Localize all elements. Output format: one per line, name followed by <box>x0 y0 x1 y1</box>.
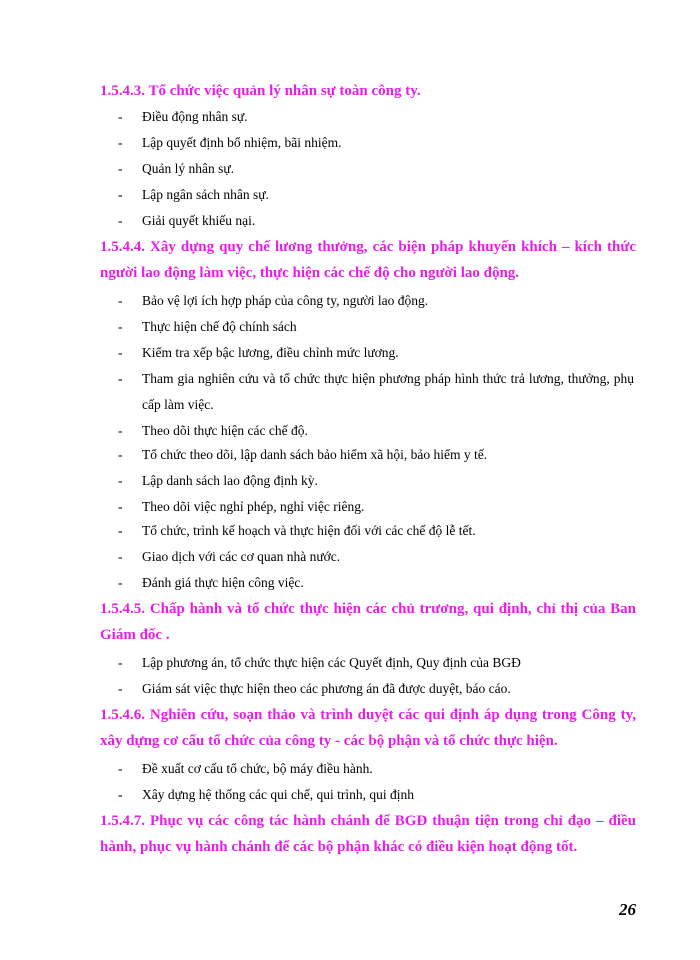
bullet-dash: - <box>118 161 123 176</box>
list-item: - Tham gia nghiên cứu và tổ chức thực hiện phương pháp hình thức trả lương, thưởng, phụ cấp làm việc. <box>118 366 634 418</box>
bullet-dash: - <box>118 473 123 488</box>
section-heading-1-5-4-6: 1.5.4.6. Nghiên cứu, soạn thảo và trình duyệt các qui định áp dụng trong Công ty, xây dựng cơ cấu tổ chức của công ty - các bộ phận và tổ chức thực hiện. <box>100 707 636 749</box>
list-item: - Giải quyết khiếu nại. <box>118 208 634 234</box>
list-item: - Lập ngân sách nhân sự. <box>118 182 634 208</box>
page-number: 26 <box>619 900 636 919</box>
section-heading-1-5-4-4: 1.5.4.4. Xây dựng quy chế lương thưởng, các biện pháp khuyến khích – kích thức người lao động làm việc, thực hiện các chế độ cho người lao động. <box>100 239 636 281</box>
bullet-dash: - <box>118 213 123 228</box>
list-item: - Kiểm tra xếp bậc lương, điều chỉnh mức lương. <box>118 340 634 366</box>
list-item: - Tổ chức theo dõi, lập danh sách bảo hiểm xã hội, bảo hiểm y tế. <box>118 442 634 468</box>
list-item: - Bảo vệ lợi ích hợp pháp của công ty, người lao động. <box>118 288 634 314</box>
bullet-dash: - <box>118 549 123 564</box>
list-item: - Điều động nhân sự. <box>118 104 634 130</box>
section-heading-1-5-4-3: 1.5.4.3. Tổ chức việc quản lý nhân sự toàn công ty. <box>100 83 421 99</box>
bullet-dash: - <box>118 345 123 360</box>
bullet-dash: - <box>118 655 123 670</box>
list-item: - Tổ chức, trình kế hoạch và thực hiện đối với các chế độ lễ tết. <box>118 518 634 544</box>
list-item: - Lập danh sách lao động định kỳ. <box>118 468 634 494</box>
list-item: - Xây dựng hệ thống các qui chế, qui trình, qui định <box>118 782 634 808</box>
bullet-dash: - <box>118 681 123 696</box>
bullet-dash: - <box>118 787 123 802</box>
bullet-dash: - <box>118 319 123 334</box>
list-item: - Đánh giá thực hiện công việc. <box>118 570 634 596</box>
bullet-dash: - <box>118 371 123 386</box>
list-item: - Thực hiện chế độ chính sách <box>118 314 634 340</box>
list-item: - Lập phương án, tổ chức thực hiện các Quyết định, Quy định của BGĐ <box>118 650 634 676</box>
bullet-dash: - <box>118 187 123 202</box>
section-heading-1-5-4-5: 1.5.4.5. Chấp hành và tổ chức thực hiện các chủ trương, qui định, chỉ thị của Ban Giám đốc . <box>100 601 636 643</box>
list-item: - Quản lý nhân sự. <box>118 156 634 182</box>
bullet-dash: - <box>118 293 123 308</box>
bullet-dash: - <box>118 499 123 514</box>
bullet-dash: - <box>118 447 123 462</box>
list-item: - Lập quyết định bổ nhiệm, bãi nhiệm. <box>118 130 634 156</box>
list-item: - Đề xuất cơ cấu tổ chức, bộ máy điều hành. <box>118 756 634 782</box>
bullet-dash: - <box>118 109 123 124</box>
list-item: - Theo dõi thực hiện các chế độ. <box>118 418 634 444</box>
section-heading-1-5-4-7: 1.5.4.7. Phục vụ các công tác hành chánh để BGĐ thuận tiện trong chỉ đạo – điều hành, phục vụ hành chánh để các bộ phận khác có điều kiện hoạt động tốt. <box>100 813 636 855</box>
bullet-dash: - <box>118 135 123 150</box>
bullet-dash: - <box>118 761 123 776</box>
list-item: - Giám sát việc thực hiện theo các phương án đã được duyệt, báo cáo. <box>118 676 634 702</box>
bullet-dash: - <box>118 523 123 538</box>
list-item: - Giao dịch với các cơ quan nhà nước. <box>118 544 634 570</box>
list-item: - Theo dõi việc nghỉ phép, nghỉ việc riêng. <box>118 494 634 520</box>
bullet-dash: - <box>118 575 123 590</box>
bullet-dash: - <box>118 423 123 438</box>
